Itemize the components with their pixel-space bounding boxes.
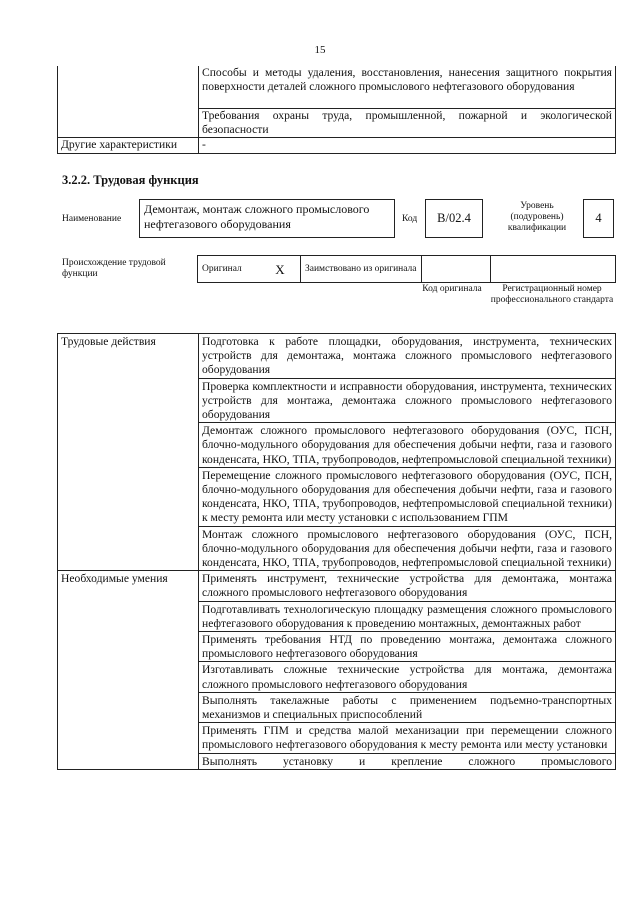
original-mark: X	[260, 256, 301, 283]
function-details-table	[57, 333, 616, 770]
table-cell: Монтаж сложного промыслового нефтегазового оборудования (ОУС, ПСН, блочно-модульного оборудования для обеспечения добычи нефти, газа и газового конденсата, НКО, ТПА, трубопроводов, нефтепромысловой специальной техники)	[199, 526, 616, 571]
labor-actions-label: Трудовые действия	[58, 334, 199, 571]
original-label: Оригинал	[198, 256, 261, 283]
name-label: Наименование	[62, 214, 122, 224]
table-cell: Проверка комплектности и исправности оборудования, инструмента, технических устройств для монтажа, демонтажа сложного промыслового нефтегазового оборудования	[199, 378, 616, 423]
table-row	[58, 66, 616, 109]
other-characteristics-value: -	[199, 138, 616, 153]
table-cell: Изготавливать сложные технические устройства для монтажа, демонтажа сложного промыслового нефтегазового оборудования	[199, 662, 616, 692]
previous-section-table	[57, 66, 616, 154]
table-cell: Демонтаж сложного промыслового нефтегазового оборудования (ОУС, ПСН, блочно-модульного оборудования для обеспечения добычи нефти, газа и газового конденсата, НКО, ТПА, трубопроводов, нефтепромысловой специальной техники)	[199, 423, 616, 468]
origin-table	[197, 255, 616, 283]
table-cell: Требования охраны труда, промышленной, пожарной и экологической безопасности	[199, 109, 616, 138]
table-cell: Способы и методы удаления, восстановления, нанесения защитного покрытия поверхности деталей сложного промыслового нефтегазового оборудования	[199, 66, 616, 109]
table-cell: Применять ГПМ и средства малой механизации при перемещении сложного промыслового нефтегазового оборудования к месту ремонта или месту установки	[199, 723, 616, 753]
table-row	[58, 334, 616, 379]
category-cell-empty	[58, 66, 199, 138]
table-cell: Выполнять такелажные работы с применением подъемно-транспортных механизмов и специальных приспособлений	[199, 692, 616, 722]
code-label: Код	[402, 214, 418, 224]
table-row	[198, 256, 616, 283]
table-row	[58, 571, 616, 601]
table-cell: Применять требования НТД по проведению монтажа, демонтажа сложного промыслового нефтегазового оборудования	[199, 632, 616, 662]
function-name-box: Демонтаж, монтаж сложного промыслового нефтегазового оборудования	[139, 199, 395, 238]
qualification-level-box: 4	[583, 199, 614, 238]
table-cell: Применять инструмент, технические устройства для демонтажа, монтажа сложного промыслового нефтегазового оборудования	[199, 571, 616, 601]
table-cell: Подготовка к работе площадки, оборудования, инструмента, технических устройств для демонтажа, монтажа сложного промыслового нефтегазового оборудования	[199, 334, 616, 379]
page-number: 15	[314, 44, 326, 56]
registration-number-cell	[491, 256, 616, 283]
borrowed-label: Заимствовано из оригинала	[301, 256, 422, 283]
origin-label: Происхождение трудовой функции	[62, 258, 166, 279]
table-cell: Подготавливать технологическую площадку размещения сложного промыслового нефтегазового оборудования к проведению монтажных, демонтажных работ	[199, 601, 616, 631]
table-row	[58, 138, 616, 153]
table-cell: Выполнять установку и крепление сложного промыслового	[199, 753, 616, 769]
section-heading: 3.2.2. Трудовая функция	[62, 173, 199, 187]
registration-number-caption: Регистрационный номер профессионального стандарта	[490, 284, 614, 305]
original-code-caption: Код оригинала	[422, 284, 482, 294]
function-code-box: B/02.4	[425, 199, 483, 238]
qualification-level-label: Уровень (подуровень) квалификации	[507, 201, 567, 233]
original-code-cell	[422, 256, 491, 283]
skills-label: Необходимые умения	[58, 571, 199, 770]
other-characteristics-label: Другие характеристики	[58, 138, 199, 153]
table-cell: Перемещение сложного промыслового нефтегазового оборудования (ОУС, ПСН, блочно-модульного оборудования для обеспечения добычи нефти, газа и газового конденсата, НКО, ТПА, трубопроводов, нефтепромысловой специальной техники) к месту ремонта или месту установки с использованием ГПМ	[199, 467, 616, 526]
